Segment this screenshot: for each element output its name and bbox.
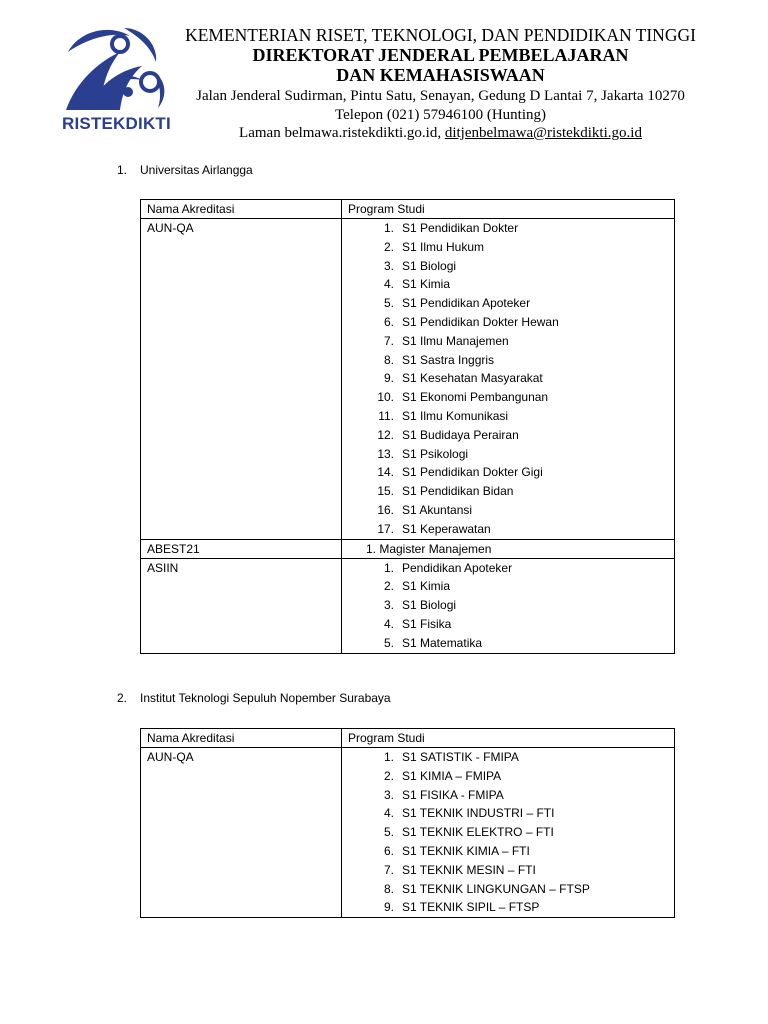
program-label: S1 Sastra Inggris [402, 352, 495, 367]
program-item [348, 275, 674, 294]
program-number: 5. [383, 635, 394, 650]
program-label: S1 Pendidikan Bidan [402, 484, 514, 499]
program-number: 2. [383, 768, 394, 783]
program-list-cell [342, 219, 675, 540]
logo-text: RISTEKDIKTI [62, 114, 171, 133]
program-number: 7. [383, 333, 394, 348]
program-number: 9. [383, 371, 394, 386]
program-item [348, 559, 674, 578]
program-number: 9. [383, 900, 394, 915]
program-number: 1. [383, 560, 394, 575]
program-number: 12. [377, 427, 394, 442]
header-program-studi: Program Studi [342, 200, 675, 219]
ristekdikti-emblem-icon [58, 22, 176, 117]
program-number: 11. [378, 408, 394, 423]
section-title [117, 163, 253, 177]
program-number: 10. [377, 390, 394, 405]
program-item [348, 257, 674, 276]
program-number: 6. [383, 843, 394, 858]
letterhead-text [168, 25, 713, 143]
program-list-cell [342, 558, 675, 653]
program-item [348, 463, 674, 482]
program-label: S1 Pendidikan Dokter Hewan [402, 314, 559, 329]
program-label: S1 Kimia [402, 277, 451, 292]
program-item [348, 748, 674, 767]
program-item [348, 238, 674, 257]
program-item [348, 426, 674, 445]
program-label: S1 KIMIA – FMIPA [402, 768, 502, 783]
program-number: 7. [383, 862, 394, 877]
program-label: S1 Pendidikan Dokter Gigi [402, 465, 543, 480]
header-nama-akreditasi: Nama Akreditasi [141, 729, 342, 748]
program-label: S1 Akuntansi [402, 502, 473, 517]
table-header-row [141, 729, 675, 748]
program-number: 8. [383, 352, 394, 367]
program-label: S1 Ekonomi Pembangunan [402, 390, 549, 405]
table-row [141, 748, 675, 918]
program-item [348, 369, 674, 388]
program-item [348, 880, 674, 899]
program-item [348, 898, 674, 917]
program-number: 1. [383, 750, 394, 764]
program-item [348, 388, 674, 407]
program-item [348, 520, 674, 539]
program-number: 4. [383, 806, 394, 821]
contact-line [168, 124, 713, 143]
program-item [348, 842, 674, 861]
program-number: 13. [377, 446, 394, 461]
program-label: S1 Biologi [402, 598, 457, 613]
program-list [348, 219, 674, 539]
section-title-text: Institut Teknologi Sepuluh Nopember Surabaya [140, 691, 391, 705]
program-item: 1. Magister Manajemen [366, 541, 492, 556]
program-item [348, 804, 674, 823]
program-label: S1 Budidaya Perairan [402, 427, 519, 442]
program-label: S1 Kimia [402, 579, 451, 594]
program-number: 15. [377, 484, 394, 499]
section-number: 1. [117, 163, 128, 177]
program-list [348, 559, 674, 653]
ristekdikti-logo [58, 22, 176, 134]
program-number: 2. [383, 239, 394, 254]
letterhead [0, 0, 768, 150]
program-label: S1 TEKNIK LINGKUNGAN – FTSP [402, 881, 590, 896]
program-item [348, 501, 674, 520]
program-label: S1 SATISTIK - FMIPA [402, 750, 519, 764]
program-item [348, 823, 674, 842]
accreditation-table [140, 199, 675, 654]
program-item [348, 332, 674, 351]
program-item [348, 445, 674, 464]
table-header-row [141, 200, 675, 219]
program-item [348, 294, 674, 313]
table-row [141, 219, 675, 540]
program-label: S1 Matematika [402, 635, 483, 650]
program-number: 6. [383, 314, 394, 329]
program-label: S1 Pendidikan Apoteker [402, 296, 531, 311]
program-number: 4. [383, 616, 394, 631]
program-number: 3. [383, 787, 394, 802]
program-number: 3. [383, 598, 394, 613]
program-label: S1 TEKNIK ELEKTRO – FTI [402, 825, 554, 840]
program-number: 1. [383, 221, 394, 235]
program-number: 17. [377, 521, 394, 536]
program-number: 2. [383, 579, 394, 594]
program-list [348, 748, 674, 917]
program-item [348, 615, 674, 634]
program-label: S1 Biologi [402, 258, 457, 273]
accreditation-name: ABEST21 [141, 539, 342, 558]
accreditation-name: AUN-QA [141, 748, 342, 918]
program-label: S1 TEKNIK INDUSTRI – FTI [402, 806, 555, 821]
program-number: 14. [377, 465, 394, 480]
accreditation-name: AUN-QA [141, 219, 342, 540]
program-item [348, 407, 674, 426]
program-number: 16. [377, 502, 394, 517]
program-item [348, 577, 674, 596]
website: Laman belmawa.ristekdikti.go.id, [239, 125, 442, 141]
accreditation-table [140, 728, 675, 918]
address: Jalan Jenderal Sudirman, Pintu Satu, Senayan, Gedung D Lantai 7, Jakarta 10270 [196, 88, 685, 104]
program-number: 8. [383, 881, 394, 896]
program-single-cell [342, 539, 675, 558]
table-row [141, 539, 675, 558]
phone: Telepon (021) 57946100 (Hunting) [335, 107, 546, 123]
program-label: S1 Ilmu Hukum [402, 239, 485, 254]
accreditation-name: ASIIN [141, 558, 342, 653]
program-label: Pendidikan Apoteker [402, 560, 513, 575]
program-item [348, 767, 674, 786]
program-label: S1 Fisika [402, 616, 452, 631]
program-label: S1 TEKNIK MESIN – FTI [402, 862, 536, 877]
program-number: 3. [383, 258, 394, 273]
program-label: S1 Ilmu Komunikasi [402, 408, 509, 423]
table-row [141, 558, 675, 653]
program-item [348, 861, 674, 880]
email-link[interactable]: ditjenbelmawa@ristekdikti.go.id [444, 125, 642, 141]
program-item [348, 634, 674, 653]
program-label: S1 Psikologi [402, 446, 469, 461]
section-title-text: Universitas Airlangga [140, 163, 253, 177]
program-label: S1 FISIKA - FMIPA [402, 787, 504, 802]
directorate-name-line2: DAN KEMAHASISWAAN [336, 65, 545, 85]
ministry-name: KEMENTERIAN RISET, TEKNOLOGI, DAN PENDIDIKAN TINGGI [185, 25, 696, 45]
program-item [348, 219, 674, 238]
program-number: 4. [383, 277, 394, 292]
program-number: 5. [383, 825, 394, 840]
header-nama-akreditasi: Nama Akreditasi [141, 200, 342, 219]
program-label: S1 TEKNIK SIPIL – FTSP [402, 900, 540, 915]
program-label: S1 Keperawatan [402, 521, 491, 536]
program-label: S1 Pendidikan Dokter [402, 221, 519, 235]
program-label: S1 Kesehatan Masyarakat [402, 371, 543, 386]
program-item [348, 482, 674, 501]
program-label: S1 TEKNIK KIMIA – FTI [402, 843, 530, 858]
section-title [117, 691, 391, 705]
program-number: 5. [383, 296, 394, 311]
program-item [348, 596, 674, 615]
directorate-name-line1: DIREKTORAT JENDERAL PEMBELAJARAN [252, 45, 629, 65]
program-label: S1 Ilmu Manajemen [402, 333, 509, 348]
program-list-cell [342, 748, 675, 918]
program-item [348, 313, 674, 332]
section-number: 2. [117, 691, 128, 705]
program-item [348, 786, 674, 805]
program-item [348, 351, 674, 370]
header-program-studi: Program Studi [342, 729, 675, 748]
